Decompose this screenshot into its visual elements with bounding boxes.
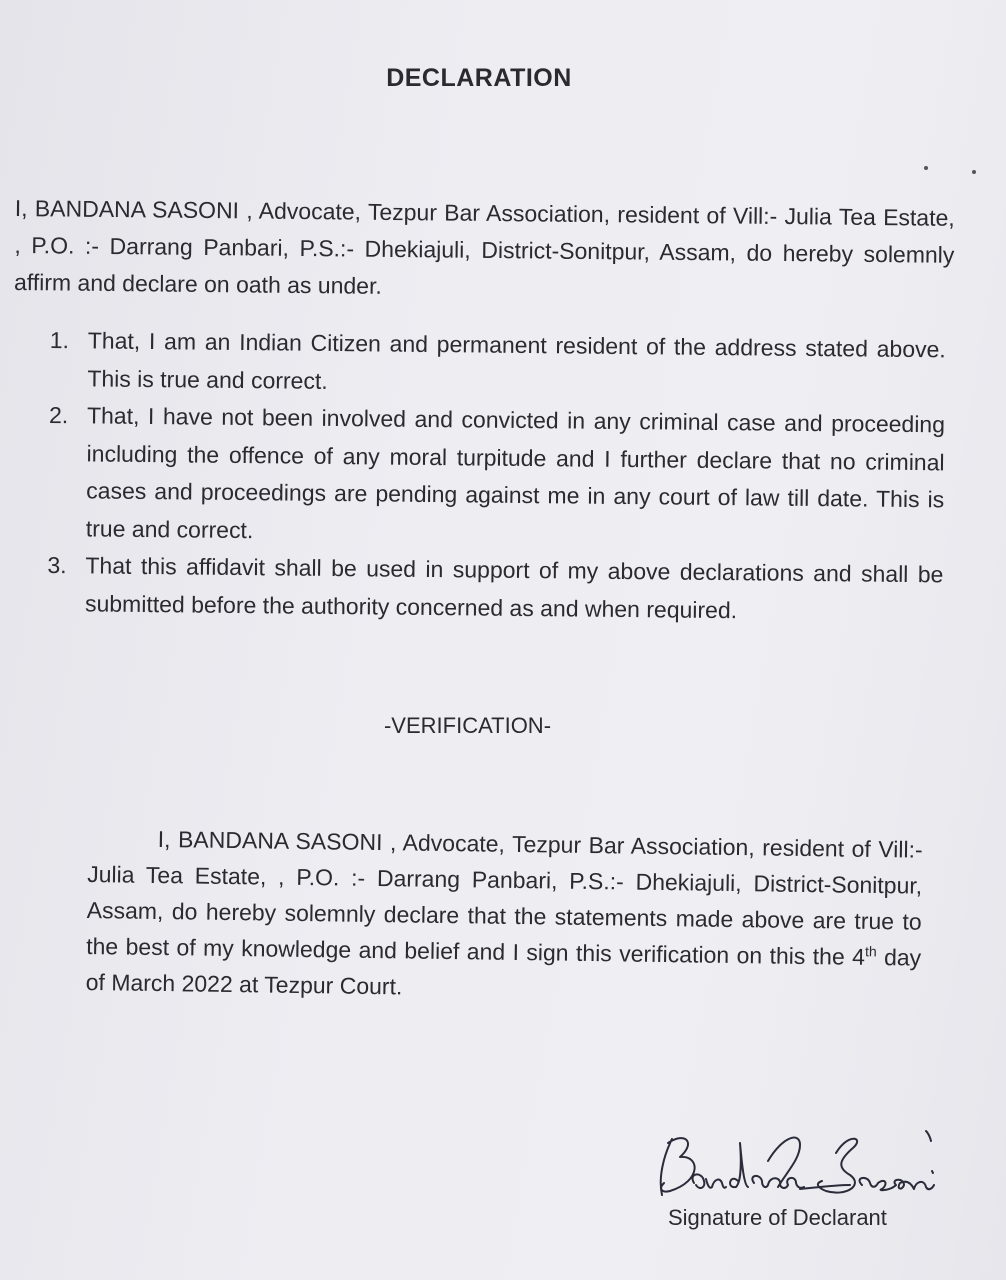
speck [972, 170, 976, 174]
declaration-point [47, 547, 944, 631]
declaration-intro: I, BANDANA SASONI , Advocate, Tezpur Bar Association, resident of Vill:- Julia Tea Estate, , P.O. :- Darrang Panbari, P.S.:- Dhekiajuli, District-Sonitpur, Assam, do hereby solemnly affirm and declare on oath as under. [13, 194, 955, 299]
signature-label: Signature of Declarant [668, 1205, 887, 1230]
speck [924, 166, 928, 170]
point-number: 2. [48, 401, 69, 429]
ordinal-suffix: th [864, 943, 877, 960]
document-title: DECLARATION [386, 64, 572, 92]
declaration-point [49, 322, 946, 406]
point-text: That this affidavit shall be used in support of my above declarations and shall be submitted before the authority concerned as and when required. [84, 552, 944, 623]
point-number: 1. [49, 326, 70, 354]
point-text: That, I have not been involved and convicted in any criminal case and proceeding including the offence of any moral turpitude and I further declare that no criminal cases and proceedings are pending against me in any court of law till date. This is true and correct. [85, 402, 946, 543]
declaration-point [48, 397, 946, 556]
point-number: 3. [47, 551, 67, 579]
verification-title: -VERIFICATION- [383, 713, 552, 738]
verification-body [85, 820, 922, 1012]
handwritten-signature [650, 1125, 950, 1205]
verification-text: I, BANDANA SASONI , Advocate, Tezpur Bar Association, resident of Vill:- Julia Tea Estate, , P.O. :- Darrang Panbari, P.S.:- Dhekiajuli, District-Sonitpur, Assam, do hereby solemnly declare that the statements made above are true to the best of my knowledge and belief and I sign this verification on this the 4 [86, 825, 923, 970]
point-text: That, I am an Indian Citizen and permanent resident of the address stated above. This is true and correct. [87, 327, 946, 394]
declaration-points [47, 322, 946, 631]
verification-text-end: day of March 2022 at Tezpur Court. [85, 944, 922, 1000]
